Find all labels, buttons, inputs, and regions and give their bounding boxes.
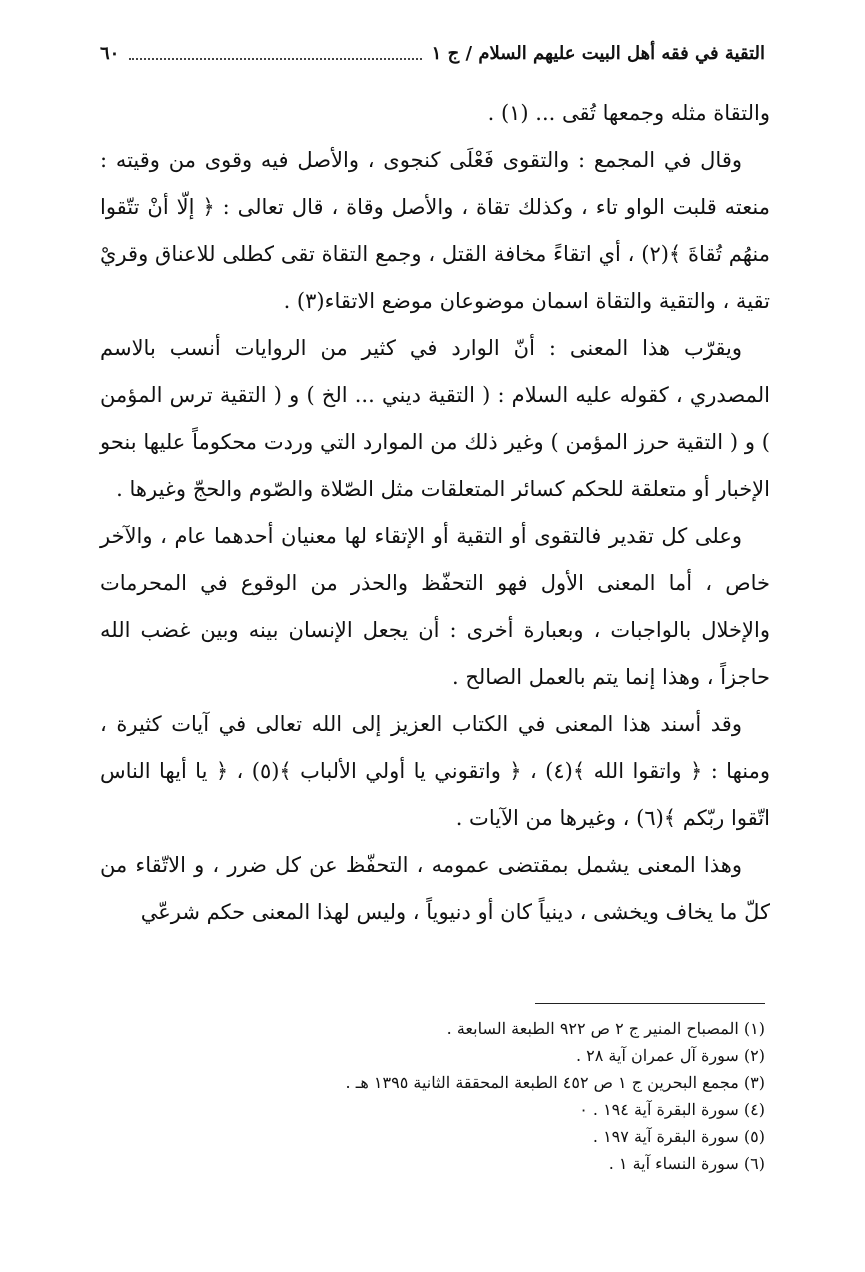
footnote: (٦) سورة النساء آية ١ .	[608, 1154, 765, 1173]
footnote-separator	[535, 1003, 765, 1004]
leader-dots	[129, 46, 421, 60]
running-header	[100, 38, 765, 68]
paragraph: والتقاة مثله وجمعها تُقى ... (١) .	[487, 101, 770, 125]
body-text	[100, 90, 770, 936]
footnote: (٣) مجمع البحرين ج ١ ص ٤٥٢ الطبعة المحققة الثانية ١٣٩٥ هـ .	[345, 1073, 765, 1092]
footnote: (١) المصباح المنير ج ٢ ص ٩٢٢ الطبعة السابعة .	[446, 1019, 765, 1038]
paragraph: وعلى كل تقدير فالتقوى أو التقية أو الإتقاء لها معنيان أحدهما عام ، والآخر خاص ، أما المعنى الأول فهو التحفّظ والحذر من الوقوع في المحرمات والإخلال بالواجبات ، وبعبارة أخرى : أن يجعل الإنسان بينه وبين غضب الله حاجزاً ، وهذا إنما يتم بالعمل الصالح .	[100, 524, 770, 689]
paragraph: وقال في المجمع : والتقوى فَعْلَى كنجوى ، والأصل فيه وقوى من وقيته : منعته قلبت الواو تاء ، وكذلك تقاة ، والأصل وقاة ، قال تعالى : ﴿ إلّا أنْ تتّقوا منهُم تُقاةَ ﴾(٢) ، أي اتقاءً مخافة القتل ، وجمع التقاة تقى كطلى للاعناق وقريْ تقية ، والتقية والتقاة اسمان موضوعان موضع الاتقاء(٣) .	[100, 148, 770, 313]
footnote: (٢) سورة آل عمران آية ٢٨ .	[575, 1046, 765, 1065]
paragraph: وقد أسند هذا المعنى في الكتاب العزيز إلى الله تعالى في آيات كثيرة ، ومنها : ﴿ واتقوا الله ﴾(٤) ، ﴿ واتقوني يا أولي الألباب ﴾(٥) ، ﴿ يا أيها الناس اتّقوا ربّكم ﴾(٦) ، وغيرها من الآيات .	[100, 712, 770, 830]
paragraph: ويقرّب هذا المعنى : أنّ الوارد في كثير من الروايات أنسب بالاسم المصدري ، كقوله عليه السلام : ( التقية ديني ... الخ ) و ( التقية ترس المؤمن ) و ( التقية حرز المؤمن ) وغير ذلك من الموارد التي وردت محكوماً عليها بنحو الإخبار أو متعلقة للحكم كسائر المتعلقات مثل الصّلاة والصّوم والحجّ وغيرها .	[100, 336, 770, 501]
footnote: (٤) سورة البقرة آية ١٩٤ . ٠	[579, 1100, 765, 1119]
page-number: ٦٠	[100, 42, 120, 64]
footnote: (٥) سورة البقرة آية ١٩٧ .	[592, 1127, 765, 1146]
running-title: التقية في فقه أهل البيت عليهم السلام / ج ١	[431, 42, 765, 64]
paragraph: وهذا المعنى يشمل بمقتضى عمومه ، التحفّظ عن كل ضرر ، و الاتّقاء من كلّ ما يخاف ويخشى ، دينياً كان أو دنيوياً ، وليس لهذا المعنى حكم شرعّي	[100, 853, 770, 924]
footnotes	[205, 1015, 765, 1177]
